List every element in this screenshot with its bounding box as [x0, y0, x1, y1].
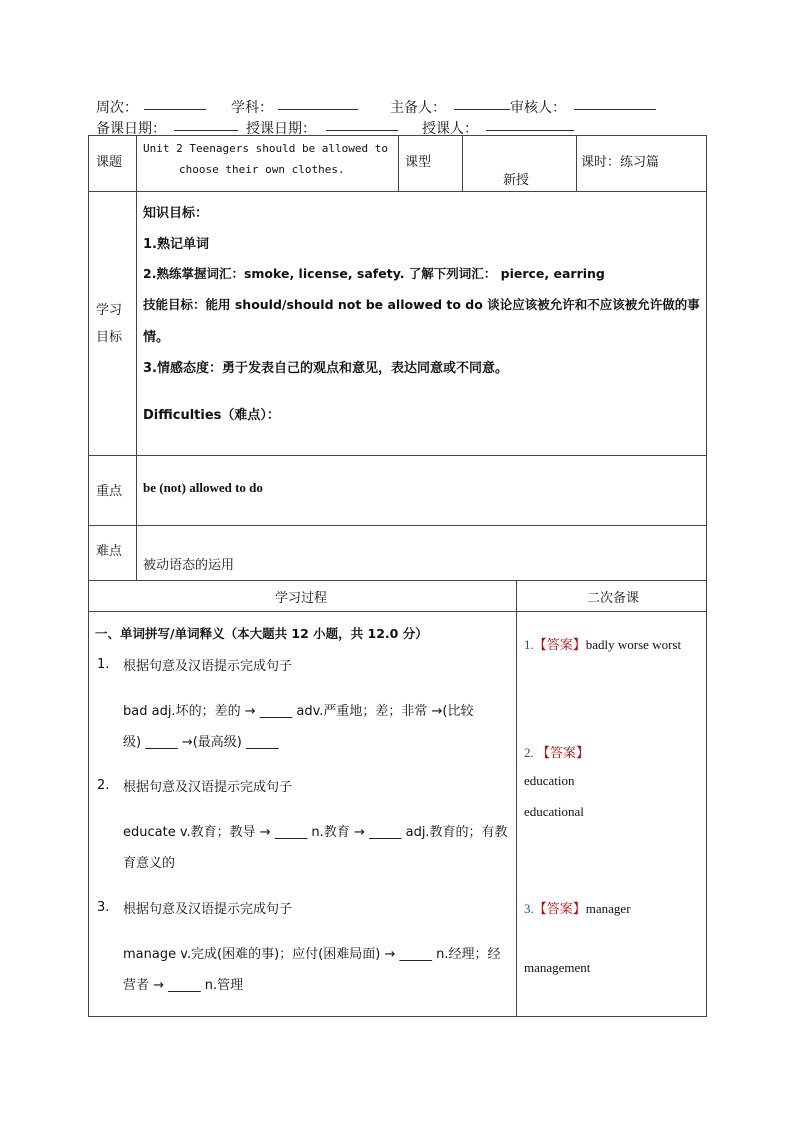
- difficulties-label: Difficulties（难点）：: [143, 408, 280, 423]
- teacher-label: 授课人：: [422, 121, 478, 137]
- goals-content-cell: [137, 192, 707, 456]
- type-value-cell: [463, 136, 577, 192]
- knowledge-title: 知识目标：: [143, 206, 209, 221]
- process-header-row: [89, 581, 707, 612]
- goals-label-1: 学习: [96, 303, 123, 318]
- key-point-row: [89, 456, 707, 526]
- process-right-header: 二次备课: [587, 591, 640, 606]
- q1-line-1: bad adj.坏的；差的 → _____ adv.严重地；差；非常 →(比较: [123, 704, 474, 719]
- difficult-value-cell: [137, 526, 707, 581]
- q1-number: 1.: [97, 657, 110, 672]
- skill-line-1: 技能目标：能用 should/should not be allowed to do 谈论应该被允许和不应该被允许做的事: [143, 297, 700, 312]
- subject-label: 学科：: [231, 100, 273, 116]
- topic-line-1: Unit 2 Teenagers should be allowed to: [143, 142, 389, 155]
- prep-date-blank[interactable]: [174, 118, 238, 131]
- process-left-header-cell: [89, 581, 517, 612]
- q3-prompt: 根据句意及汉语提示完成句子: [123, 902, 293, 917]
- answer-2-line-2: educational: [524, 804, 584, 819]
- q3-line-2: 营者 → _____ n.管理: [123, 978, 244, 993]
- q2-line-1: educate v.教育；教导 → _____ n.教育 → _____ adj.教育的；有教: [123, 825, 508, 840]
- skill-line-2: 情。: [143, 330, 170, 345]
- preparer-label: 主备人：: [390, 100, 446, 116]
- q3-line-1: manage v.完成(困难的事)；应付(困难局面) → _____ n.经理；经: [123, 947, 501, 962]
- period-label: 课时：练习篇: [581, 155, 660, 170]
- difficult-value: 被动语态的运用: [143, 558, 235, 573]
- q3-number: 3.: [97, 900, 110, 915]
- goal-item-3: 3.情感态度：勇于发表自己的观点和意见，表达同意或不同意。: [143, 361, 508, 376]
- topic-label: 课题: [96, 155, 123, 170]
- answer-2-tag: 【答案】: [537, 745, 590, 760]
- q2-line-2: 育意义的: [123, 856, 176, 871]
- difficult-label: 难点: [96, 544, 123, 559]
- answer-3-text: manager: [585, 901, 631, 916]
- reviewer-blank[interactable]: [574, 97, 656, 110]
- week-label: 周次：: [96, 100, 138, 116]
- key-value: be (not) allowed to do: [143, 480, 263, 495]
- process-left-header: 学习过程: [275, 591, 328, 606]
- goals-row: [89, 192, 707, 456]
- type-label-cell: [399, 136, 463, 192]
- teacher-blank[interactable]: [486, 118, 574, 131]
- process-right-header-cell: [517, 581, 707, 612]
- q2-prompt: 根据句意及汉语提示完成句子: [123, 780, 293, 795]
- goals-label-2: 目标: [96, 330, 123, 345]
- key-label: 重点: [96, 484, 123, 499]
- goal-item-2: 2.熟练掌握词汇：smoke, license, safety. 了解下列词汇： pierce, earring: [143, 266, 605, 281]
- key-value-cell: [137, 456, 707, 526]
- answer-2-line-1: education: [524, 773, 575, 788]
- process-content-row: [89, 612, 707, 1017]
- subject-blank[interactable]: [278, 97, 358, 110]
- key-label-cell: [89, 456, 137, 526]
- topic-value-cell: [137, 136, 399, 192]
- answer-3: [524, 898, 631, 917]
- answer-2-number: 2.: [524, 745, 534, 760]
- goals-label-cell: [89, 192, 137, 456]
- type-value: 新授: [503, 173, 530, 188]
- topic-row: [89, 136, 707, 192]
- process-left-cell: [89, 612, 517, 1017]
- process-right-cell: [517, 612, 707, 1017]
- answer-2: [524, 742, 589, 761]
- teach-date-label: 授课日期：: [246, 121, 316, 137]
- q1-line-2: 级) _____ →(最高级) _____: [123, 735, 279, 750]
- difficult-point-row: [89, 526, 707, 581]
- answer-1-tag: 【答案】: [533, 637, 586, 652]
- preparer-blank[interactable]: [454, 97, 510, 110]
- answer-1: [524, 634, 681, 653]
- week-blank[interactable]: [144, 97, 206, 110]
- type-label: 课型: [405, 155, 432, 170]
- lesson-plan-table: [88, 135, 707, 1017]
- topic-line-2: choose their own clothes.: [179, 163, 345, 176]
- answer-1-number: 1.: [524, 637, 534, 652]
- topic-label-cell: [89, 136, 137, 192]
- prep-date-label: 备课日期：: [96, 121, 166, 137]
- q1-prompt: 根据句意及汉语提示完成句子: [123, 659, 293, 674]
- goal-item-1: 1.熟记单词: [143, 237, 209, 252]
- reviewer-label: 审核人：: [510, 100, 566, 116]
- answer-3-number: 3.: [524, 901, 534, 916]
- period-cell: [577, 136, 707, 192]
- answer-3-tag: 【答案】: [533, 901, 586, 916]
- answer-3-line-2: management: [524, 960, 591, 975]
- q2-number: 2.: [97, 778, 110, 793]
- answer-1-text: badly worse worst: [585, 637, 682, 652]
- teach-date-blank[interactable]: [326, 118, 398, 131]
- section-title: 一、单词拼写/单词释义（本大题共 12 小题，共 12.0 分）: [95, 626, 428, 641]
- difficult-label-cell: [89, 526, 137, 581]
